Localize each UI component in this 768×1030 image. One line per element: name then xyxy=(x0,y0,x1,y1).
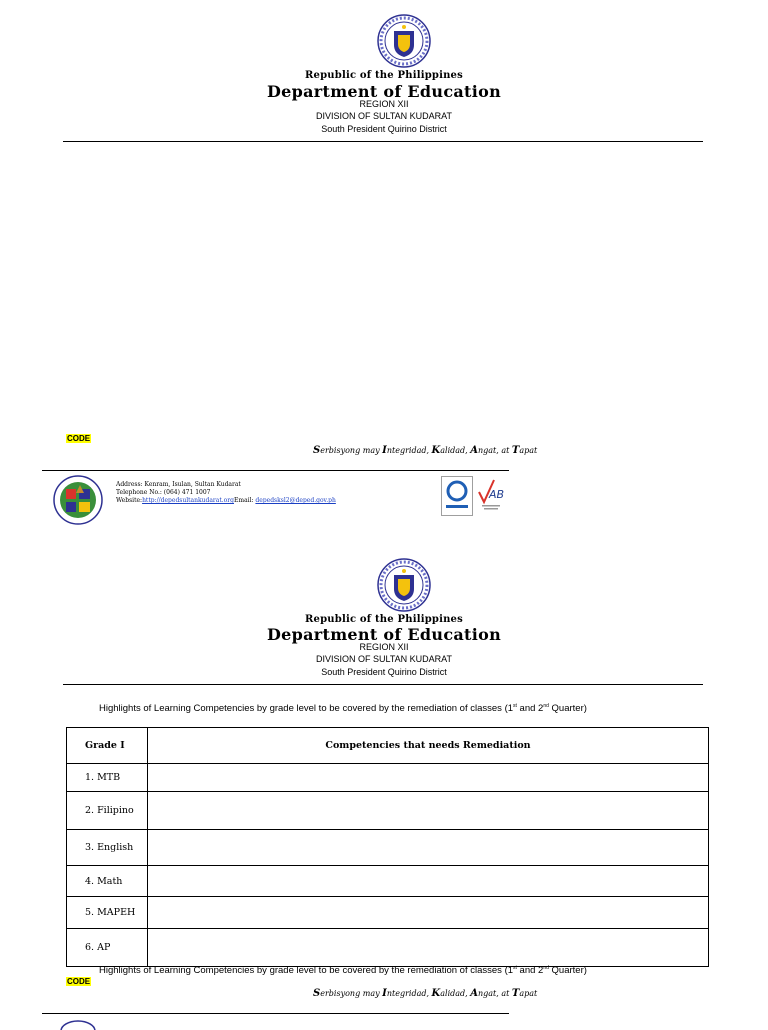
competency-cell[interactable] xyxy=(148,830,709,866)
division-seal-icon-2 xyxy=(60,1018,96,1030)
competency-cell[interactable] xyxy=(148,792,709,830)
competency-cell[interactable] xyxy=(148,897,709,929)
footer-divider xyxy=(42,470,509,471)
telephone-text: Telephone No.: (064) 471 1007 xyxy=(116,489,211,496)
department-title: Department of Education xyxy=(266,82,502,101)
header-divider-2 xyxy=(63,684,703,685)
competencies-column-header: Competencies that needs Remediation xyxy=(148,728,709,764)
region-text-2: REGION XII xyxy=(359,642,409,652)
motto-text: Serbisyong may Integridad, Kalidad, Angat, at Tapat xyxy=(313,445,538,456)
competency-cell[interactable] xyxy=(148,929,709,967)
division-text-2: DIVISION OF SULTAN KUDARAT xyxy=(315,654,452,664)
footer-divider-2 xyxy=(42,1013,509,1014)
competency-cell[interactable] xyxy=(148,866,709,897)
code-tag: CODE xyxy=(67,434,91,443)
deped-seal-icon-2 xyxy=(377,558,431,612)
deped-seal-icon xyxy=(377,14,431,68)
table-row xyxy=(67,830,709,866)
district-text: South President Quirino District xyxy=(321,124,447,134)
district-text-2: South President Quirino District xyxy=(321,667,447,677)
subject-cell: 6. AP xyxy=(67,929,148,967)
svg-text:AB: AB xyxy=(489,488,505,501)
republic-text: Republic of the Philippines xyxy=(305,70,463,81)
table-row xyxy=(67,792,709,830)
code-tag-2: CODE xyxy=(67,977,91,986)
subject-cell: 3. English xyxy=(67,830,148,866)
website-link[interactable]: http://depedsultankudarat.org xyxy=(142,497,234,504)
iso-cert-icon xyxy=(441,476,473,516)
grade-column-header: Grade I xyxy=(67,728,148,764)
iso-cert-icon-2 xyxy=(441,1019,473,1024)
motto-text-2: Serbisyong may Integridad, Kalidad, Angat, at Tapat xyxy=(313,988,538,999)
region-text: REGION XII xyxy=(359,99,409,109)
highlights-heading-repeat: Highlights of Learning Competencies by grade level to be covered by the remediation of classes (1st and 2nd Quarter) xyxy=(99,965,587,977)
competencies-table xyxy=(66,727,709,967)
subject-cell: 4. Math xyxy=(67,866,148,897)
address-text: Address: Kenram, Isulan, Sultan Kudarat xyxy=(116,481,241,488)
highlights-heading: Highlights of Learning Competencies by grade level to be covered by the remediation of classes (1st and 2nd Quarter) xyxy=(99,703,587,715)
subject-cell: 1. MTB xyxy=(67,764,148,792)
table-row xyxy=(67,764,709,792)
competency-cell[interactable] xyxy=(148,764,709,792)
table-row xyxy=(67,866,709,897)
email-link[interactable]: depedsksl2@deped.gov.ph xyxy=(255,497,336,504)
web-email-line: Website:http://depedsultankudarat.orgEmail: depedsksl2@deped.gov.ph xyxy=(116,497,336,504)
ab-cert-icon xyxy=(476,478,506,514)
division-seal-icon xyxy=(53,475,103,525)
subject-cell: 5. MAPEH xyxy=(67,897,148,929)
table-header-row xyxy=(67,728,709,764)
subject-cell: 2. Filipino xyxy=(67,792,148,830)
footer-contact xyxy=(116,481,336,505)
division-text: DIVISION OF SULTAN KUDARAT xyxy=(315,111,452,121)
republic-text-2: Republic of the Philippines xyxy=(305,614,463,625)
table-row xyxy=(67,929,709,967)
department-title-2: Department of Education xyxy=(266,625,502,644)
table-row xyxy=(67,897,709,929)
header-divider xyxy=(63,141,703,142)
